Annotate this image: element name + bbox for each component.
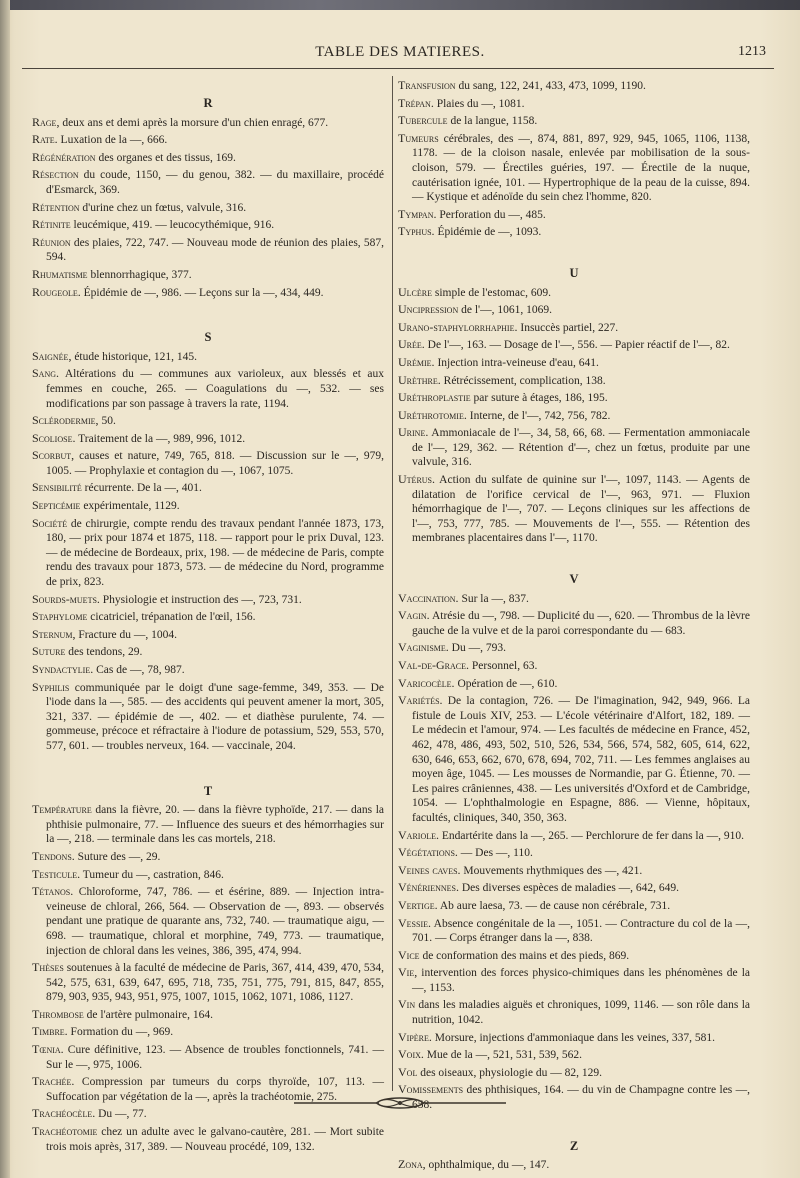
- index-references: Épidémie de —, 1093.: [434, 226, 542, 239]
- index-term: Urano-staphylorrhaphie.: [398, 319, 518, 334]
- index-references: deux ans et demi après la morsure d'un chien enragé, 677.: [59, 116, 329, 129]
- index-entry: [398, 948, 750, 964]
- index-term: Staphylome: [32, 609, 88, 624]
- index-entry: [398, 997, 750, 1027]
- index-term: Tubercule: [398, 113, 448, 128]
- index-term: Rate.: [32, 132, 58, 147]
- index-references: Atrésie du —, 798. — Duplicité du —, 620. — Thrombus de la lèvre gauche de la vulve et de la paroi correspondante du — 683.: [412, 610, 750, 637]
- index-entry: [398, 591, 750, 607]
- index-term: Tumeurs: [398, 130, 439, 145]
- index-term: Testicule.: [32, 866, 81, 881]
- index-entry: [398, 285, 750, 301]
- index-entry: [398, 390, 750, 406]
- index-references: expérimentale, 1129.: [80, 500, 180, 513]
- index-entry: [32, 167, 384, 197]
- index-entry: [32, 366, 384, 411]
- index-references: De l'—, 163. — Dosage de l'—, 556. — Papier réactif de l'—, 82.: [424, 339, 730, 352]
- index-entry: [32, 960, 384, 1005]
- index-references: blennorrhagique, 377.: [87, 268, 192, 281]
- index-references: cérébrales, des —, 874, 881, 897, 929, 945, 1065, 1106, 1138, 1178. — de la cloison nasale, enlevée par mobilisation de la sous-cloison, 579. — Érectiles guéries, 197. — Érectile de la nuque, cautérisation ignée, 101. — Hypertrophique de la peau de la cuisse, 894. — Kystique et adénoïde du sein chez l'homme, 820.: [412, 132, 750, 204]
- index-term: Sternum,: [32, 626, 76, 641]
- section-letter: S: [204, 330, 212, 345]
- index-references: des organes et des tissus, 169.: [95, 151, 236, 164]
- index-references: causes et nature, 749, 765, 818. — Discussion sur le —, 979, 1005. — Prophylaxie et contagion du —, 1067, 1075.: [46, 450, 384, 477]
- index-entry: [32, 516, 384, 590]
- index-entry: [398, 408, 750, 424]
- index-term: Trachéocèle.: [32, 1106, 96, 1121]
- index-references: — Des —, 110.: [457, 847, 533, 860]
- index-term: Vie,: [398, 965, 418, 980]
- index-term: Ulcère: [398, 284, 432, 299]
- index-entry: [32, 115, 384, 131]
- index-references: communiquée par le doigt d'une sage-femme, 349, 353. — De l'iode dans la —, 585. — des accidents qui peuvent amener la mort, 305, 321, 337. — épidémie de —, 402. — et diathèse purulente, 74. — gommeuse, précoce et réfractaire à l'iodure de potassium, 529, 553, 570, 577, 601. — troubles nerveux, 164. — vaccinale, 204.: [46, 681, 384, 752]
- index-entry: [398, 965, 750, 995]
- index-references: Action du sulfate de quinine sur l'—, 1097, 1143. — Agents de dilatation de l'orifice cervical de l'—, 963, 971. — Fluxion hémorrhagique de l'—, 707. — Leçons cliniques sur les affections de l'—, 753, 777, 785. — Mouvements de l'—, 555. — Rétention des membranes placentaires dans l'—, 1170.: [412, 474, 750, 545]
- index-term: Tétanos.: [32, 884, 74, 899]
- index-term: Température: [32, 802, 92, 817]
- index-term: Scorbut,: [32, 448, 75, 463]
- index-entry: [398, 658, 750, 674]
- index-entry: [32, 627, 384, 643]
- page-title: TABLE DES MATIERES.: [315, 44, 485, 60]
- index-term: Tœnia.: [32, 1042, 64, 1057]
- index-references: Opération de —, 610.: [454, 677, 558, 690]
- index-references: soutenues à la faculté de médecine de Paris, 367, 414, 439, 470, 534, 542, 575, 631, 639, 647, 695, 718, 735, 751, 775, 791, 815, 847, 855, 879, 903, 935, 943, 951, 975, 1007, 1015, 1062, 1071, 1086, 1127.: [46, 962, 384, 1004]
- index-term: Végétations.: [398, 845, 458, 860]
- index-references: Interne, de l'—, 742, 756, 782.: [466, 409, 611, 422]
- index-entry: [32, 349, 384, 365]
- index-entry: [32, 448, 384, 478]
- index-entry: [398, 302, 750, 318]
- section-gap: [32, 78, 384, 90]
- index-references: cicatriciel, trépanation de l'œil, 156.: [87, 611, 256, 624]
- index-term: Rétinite: [32, 217, 71, 232]
- index-references: Injection intra-veineuse d'eau, 641.: [434, 356, 599, 369]
- index-entry: [32, 662, 384, 678]
- index-term: Sourds-muets.: [32, 591, 100, 606]
- index-references: Ammoniacale de l'—, 34, 58, 66, 68. — Fermentation ammoniacale de l'—, 129, 362. — Rétention d'—, chez un fœtus, produite par une valvule, 316.: [412, 427, 750, 469]
- index-entry: [32, 849, 384, 865]
- section-letter: V: [569, 572, 579, 587]
- index-entry: [398, 320, 750, 336]
- index-entry: [398, 425, 750, 470]
- index-entry: [32, 431, 384, 447]
- index-references: de l'artère pulmonaire, 164.: [83, 1008, 213, 1021]
- index-references: simple de l'estomac, 609.: [432, 286, 551, 299]
- binding-edge: [0, 0, 10, 1178]
- index-entry: [32, 644, 384, 660]
- index-entry: [398, 863, 750, 879]
- top-edge-band: [0, 0, 800, 10]
- index-references: intervention des forces physico-chimiques dans les phénomènes de la —, 1153.: [412, 967, 750, 994]
- index-term: Sclérodermie,: [32, 413, 99, 428]
- index-entry: [32, 1024, 384, 1040]
- index-term: Rhumatisme: [32, 266, 88, 281]
- index-term: Trépan.: [398, 95, 434, 110]
- index-entry: [32, 498, 384, 514]
- index-term: Régénération: [32, 149, 96, 164]
- index-term: Vaccination.: [398, 590, 459, 605]
- index-term: Utérus.: [398, 472, 436, 487]
- index-term: Sang.: [32, 366, 60, 381]
- index-references: Fracture du —, 1004.: [75, 628, 178, 641]
- index-references: Du —, 77.: [95, 1108, 147, 1121]
- page-number: 1213: [738, 44, 766, 59]
- index-term: Uncipression: [398, 302, 459, 317]
- index-entry: [398, 1157, 750, 1173]
- index-term: Urine.: [398, 425, 429, 440]
- index-references: des oiseaux, physiologie du — 82, 129.: [417, 1066, 602, 1079]
- index-term: Syndactylie.: [32, 662, 94, 676]
- index-entry: [32, 802, 384, 847]
- section-gap: [398, 242, 750, 264]
- index-term: Rougeole.: [32, 284, 81, 299]
- index-entry: [32, 867, 384, 883]
- index-references: Absence congénitale de la —, 1051. — Contracture du col de la —, 701. — Corps étranger dans la —, 838.: [412, 917, 750, 945]
- index-references: de la langue, 1158.: [447, 115, 538, 128]
- index-entry: [32, 217, 384, 233]
- index-term: Urémie.: [398, 354, 435, 369]
- index-term: Uréthroplastie: [398, 390, 471, 405]
- index-term: Syphilis: [32, 679, 70, 694]
- index-references: Épidémie de —, 986. — Leçons sur la —, 434, 449.: [80, 286, 324, 299]
- index-term: Sensibilité: [32, 480, 82, 495]
- index-entry: [398, 355, 750, 371]
- index-term: Veines caves.: [398, 862, 461, 877]
- index-references: récurrente. De la —, 401.: [81, 482, 202, 495]
- index-references: chez un adulte avec le galvano-cautère, 281. — Mort subite trois mois après, 317, 389. — Nouveau procédé, 109, 132.: [46, 1126, 384, 1153]
- index-term: Tympan.: [398, 206, 437, 221]
- index-references: Mue de la —, 521, 531, 539, 562.: [423, 1049, 582, 1062]
- index-references: des plaies, 722, 747. — Nouveau mode de réunion des plaies, 587, 594.: [46, 236, 384, 264]
- index-references: dans la fièvre, 20. — dans la fièvre typhoïde, 217. — dans la phthisie pulmonaire, 77. — Influence des sueurs et des hémorrhagies sur la —, 218. — terminale dans les cas mortels, 218.: [46, 804, 384, 846]
- index-term: Voix.: [398, 1047, 424, 1062]
- index-entry: [398, 207, 750, 223]
- index-term: Vomissements: [398, 1082, 464, 1097]
- section-letter: T: [203, 783, 213, 798]
- index-term: Vaginisme.: [398, 640, 449, 655]
- index-references: des phthisiques, 164. — du vin de Champagne contre les —, 658.: [412, 1084, 750, 1112]
- index-term: Val-de-Grace.: [398, 658, 469, 672]
- index-references: Traitement de la —, 989, 996, 1012.: [75, 432, 246, 445]
- index-references: de l'—, 1061, 1069.: [458, 304, 552, 317]
- index-references: Luxation de la —, 666.: [57, 134, 168, 147]
- index-term: Variétés.: [398, 693, 443, 708]
- section-gap: [398, 548, 750, 570]
- index-term: Zona,: [398, 1157, 426, 1172]
- index-entry: [398, 373, 750, 389]
- index-references: étude historique, 121, 145.: [71, 350, 197, 363]
- index-term: Vénériennes.: [398, 880, 459, 895]
- index-references: Tumeur du —, castration, 846.: [80, 868, 224, 881]
- index-entry: [32, 285, 384, 301]
- index-entry: [398, 337, 750, 353]
- index-term: Résection: [32, 167, 79, 182]
- section-letter: Z: [569, 1138, 579, 1153]
- index-term: Saignée,: [32, 348, 72, 363]
- index-entry: [398, 916, 750, 946]
- section-gap: [398, 1115, 750, 1137]
- index-term: Transfusion: [398, 78, 456, 92]
- index-entry: [398, 224, 750, 240]
- index-term: Vipère.: [398, 1029, 432, 1044]
- index-entry: [32, 884, 384, 958]
- index-term: Typhus.: [398, 224, 435, 239]
- index-references: d'urine chez un fœtus, valvule, 316.: [79, 201, 247, 214]
- index-references: Suture des —, 29.: [74, 850, 161, 863]
- index-term: Urée.: [398, 337, 425, 352]
- index-term: Rétention: [32, 199, 80, 214]
- index-term: Varicocèle.: [398, 675, 455, 690]
- index-entry: [398, 898, 750, 914]
- index-term: Trachée.: [32, 1074, 75, 1089]
- index-entry: [32, 1042, 384, 1072]
- index-references: par suture à étages, 186, 195.: [470, 392, 608, 405]
- index-entry: [398, 828, 750, 844]
- right-column: [398, 78, 750, 1175]
- index-entry: [398, 640, 750, 656]
- index-references: du coude, 1150, — du genou, 382. — du maxillaire, procédé d'Esmarck, 369.: [46, 169, 384, 196]
- index-references: Des diverses espèces de maladies —, 642, 649.: [459, 882, 680, 895]
- index-references: Endartérite dans la —, 265. — Perchlorure de fer dans la —, 910.: [439, 829, 744, 842]
- index-references: de conformation des mains et des pieds, 869.: [419, 949, 630, 962]
- section-gap: [32, 756, 384, 778]
- index-entry: [32, 413, 384, 429]
- header-rule: [22, 68, 774, 69]
- index-entry: [398, 1030, 750, 1046]
- index-term: Vessie.: [398, 915, 432, 930]
- index-references: Sur la —, 837.: [458, 592, 529, 605]
- index-entry: [32, 200, 384, 216]
- index-entry: [398, 113, 750, 129]
- index-term: Vice: [398, 947, 420, 962]
- index-entry: [32, 592, 384, 608]
- index-entry: [32, 480, 384, 496]
- index-references: Cure définitive, 123. — Absence de troubles fonctionnels, 741. — Sur le —, 975, 1006.: [46, 1044, 384, 1071]
- index-term: Variole.: [398, 827, 439, 842]
- index-term: Réunion: [32, 234, 71, 249]
- index-entry: [32, 1124, 384, 1154]
- index-term: Thèses: [32, 960, 64, 975]
- index-references: Du —, 793.: [448, 642, 506, 655]
- index-entry: [398, 1047, 750, 1063]
- index-references: de chirurgie, compte rendu des travaux pendant l'année 1873, 173, 180, — prix pour 1874 et 1875, 118. — rapport pour le prix Duval, 123. — de médecine de Bordeaux, prix, 198. — de médecine de Paris, compte rendu des travaux pour 1873, 573. — de médecine du Nord, programme de prix, 823.: [46, 517, 384, 589]
- index-entry: [32, 1007, 384, 1023]
- index-references: Altérations du — communes aux varioleux, aux blessés et aux femmes en couche, 265. — Coagulations du —, 532. — ses modifications par son passage à travers la rate, 1194.: [46, 368, 384, 410]
- index-entry: [398, 845, 750, 861]
- index-references: Mouvements rhythmiques des —, 421.: [460, 864, 643, 877]
- index-entry: [398, 78, 750, 94]
- index-references: Plaies du —, 1081.: [433, 97, 525, 110]
- index-references: Perforation du —, 485.: [436, 208, 546, 221]
- index-term: Timbre.: [32, 1024, 68, 1039]
- index-entry: [32, 150, 384, 166]
- index-term: Vol: [398, 1064, 418, 1079]
- index-references: Morsure, injections d'ammoniaque dans les veines, 337, 581.: [431, 1031, 716, 1044]
- index-references: dans les maladies aiguës et chroniques, 1099, 1146. — son rôle dans la nutrition, 1042.: [412, 999, 750, 1027]
- left-column: [32, 78, 384, 1156]
- index-references: Rétrécissement, complication, 138.: [440, 374, 606, 387]
- index-entry: [398, 96, 750, 112]
- index-references: Ab aure laesa, 73. — de cause non cérébrale, 731.: [437, 899, 671, 912]
- index-entry: [32, 267, 384, 283]
- index-references: Formation du —, 969.: [67, 1026, 174, 1039]
- index-term: Vin: [398, 997, 416, 1012]
- index-references: Compression par tumeurs du corps thyroïde, 107, 113. — Suffocation par végétation de la —, après la trachéotomie, 275.: [46, 1076, 384, 1103]
- index-term: Société: [32, 515, 68, 530]
- index-references: du sang, 122, 241, 433, 473, 1099, 1190.: [455, 80, 646, 92]
- index-entry: [398, 131, 750, 205]
- column-divider: [392, 76, 393, 1091]
- index-term: Trachéotomie: [32, 1124, 98, 1139]
- index-term: Tendons.: [32, 848, 75, 863]
- index-references: Insuccès partiel, 227.: [517, 321, 619, 334]
- index-term: Uréthrotomie.: [398, 407, 467, 422]
- section-letter: U: [569, 265, 579, 280]
- index-references: Cas de —, 78, 987.: [93, 664, 185, 676]
- index-references: De la contagion, 726. — De l'imagination, 942, 949, 966. La fistule de Louis XIV, 253. — L'école vétérinaire d'Alfort, 182, 189. — Le médecin et l'amour, 974. — Les facultés de médecine en France, 452, 462, 478, 486, 493, 502, 510, 526, 534, 566, 574, 582, 605, 614, 622, 630, 646, 653, 662, 670, 678, 694, 702, 711. — Les femmes anglaises au moyen âge, 1045. — Les mousses de Normandie, par G. Étienne, 70. — Les paires crâniennes, 438. — Les universités d'Oxford et de Cambridge, 1054. — L'ophthalmologie en Espagne, 886. — Vienne, hôpitaux, facultés, cliniques, 340, 350, 363.: [412, 695, 750, 824]
- index-term: Urèthre.: [398, 372, 441, 387]
- index-entry: [398, 676, 750, 692]
- index-entry: [32, 609, 384, 625]
- index-references: leucémique, 419. — leucocythémique, 916.: [70, 219, 275, 232]
- index-term: Rage,: [32, 114, 60, 129]
- index-references: ophthalmique, du —, 147.: [425, 1159, 550, 1172]
- index-term: Septicémie: [32, 498, 81, 513]
- index-term: Thrombose: [32, 1006, 84, 1021]
- index-term: Scoliose.: [32, 430, 76, 445]
- index-entry: [398, 472, 750, 546]
- index-term: Suture: [32, 644, 66, 659]
- index-entry: [398, 880, 750, 896]
- index-entry: [398, 693, 750, 825]
- index-entry: [32, 680, 384, 754]
- index-entry: [398, 1065, 750, 1081]
- index-references: Personnel, 63.: [469, 660, 538, 672]
- index-references: 50.: [98, 415, 116, 428]
- index-references: Physiologie et instruction des —, 723, 731.: [99, 593, 302, 606]
- index-term: Vertige.: [398, 897, 438, 912]
- index-entry: [32, 235, 384, 265]
- index-references: des tendons, 29.: [65, 646, 143, 659]
- index-references: Chloroforme, 747, 786. — et ésérine, 889. — Injection intra-veineuse de chloral, 266, 564. — Observation de —, 893. — observés pendant une pratique de quarante ans, 732, 740. — traumatique aigu, — 698. — traumatique, chloral et morphine, 749, 773. — traumatique, injection de chloral dans les veines, 386, 395, 474, 994.: [46, 886, 384, 957]
- section-letter: R: [203, 96, 213, 110]
- index-term: Vagin.: [398, 608, 430, 623]
- section-gap: [32, 302, 384, 324]
- index-entry: [32, 132, 384, 148]
- end-ornament: [290, 1094, 510, 1112]
- index-entry: [398, 608, 750, 638]
